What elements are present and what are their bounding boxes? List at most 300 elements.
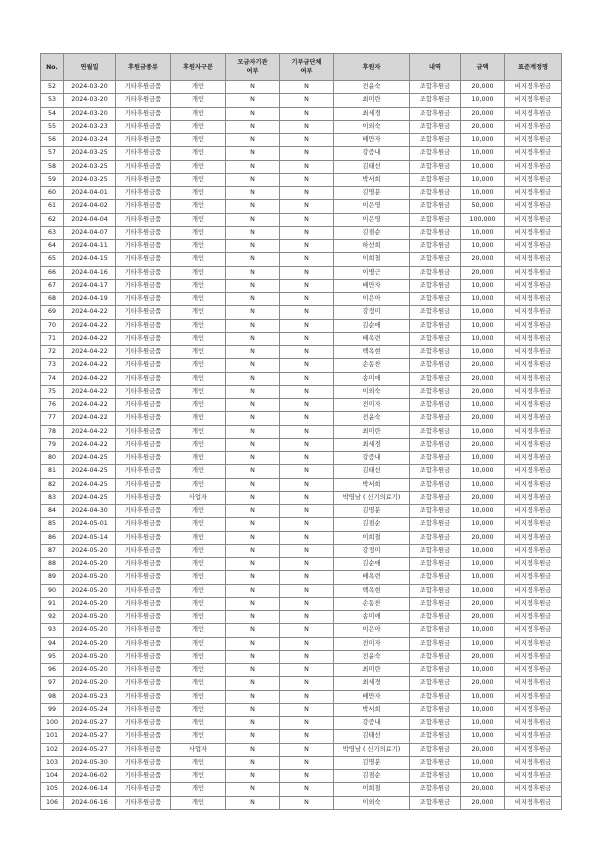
cell-account-name: 비지정후원금: [505, 107, 562, 120]
cell-date: 2024-03-24: [64, 134, 116, 147]
cell-description: 조합후원금: [410, 279, 461, 292]
cell-amount: 10,000: [461, 332, 505, 345]
cell-description: 조합후원금: [410, 491, 461, 504]
cell-donation-org: N: [280, 253, 334, 266]
cell-fundraising-agency: N: [226, 332, 280, 345]
cell-date: 2024-05-20: [64, 611, 116, 624]
cell-no: 101: [41, 730, 64, 743]
cell-fundraising-agency: N: [226, 187, 280, 200]
cell-fundraising-agency: N: [226, 293, 280, 306]
cell-fundraising-agency: N: [226, 173, 280, 186]
cell-amount: 10,000: [461, 319, 505, 332]
cell-donation-type: 기타후원금품: [116, 664, 171, 677]
cell-fundraising-agency: N: [226, 770, 280, 783]
cell-no: 96: [41, 664, 64, 677]
table-row: [41, 558, 562, 571]
cell-donor-category: 개인: [171, 160, 226, 173]
cell-amount: 20,000: [461, 120, 505, 133]
cell-donor-category: 개인: [171, 226, 226, 239]
cell-donor-name: 강증내: [334, 452, 410, 465]
cell-donation-type: 기타후원금품: [116, 770, 171, 783]
cell-donor-category: 개인: [171, 624, 226, 637]
cell-account-name: 비지정후원금: [505, 770, 562, 783]
cell-donation-org: N: [280, 690, 334, 703]
cell-donation-type: 기타후원금품: [116, 571, 171, 584]
cell-donation-org: N: [280, 650, 334, 663]
table-row: [41, 491, 562, 504]
cell-account-name: 비지정후원금: [505, 134, 562, 147]
cell-no: 56: [41, 134, 64, 147]
cell-no: 69: [41, 306, 64, 319]
cell-fundraising-agency: N: [226, 306, 280, 319]
cell-no: 95: [41, 650, 64, 663]
cell-account-name: 비지정후원금: [505, 796, 562, 809]
cell-amount: 20,000: [461, 385, 505, 398]
cell-no: 99: [41, 703, 64, 716]
cell-donation-org: N: [280, 279, 334, 292]
cell-amount: 10,000: [461, 240, 505, 253]
cell-donor-category: 개인: [171, 756, 226, 769]
table-row: [41, 478, 562, 491]
cell-donor-category: 개인: [171, 385, 226, 398]
cell-amount: 10,000: [461, 465, 505, 478]
cell-description: 조합후원금: [410, 518, 461, 531]
cell-description: 조합후원금: [410, 147, 461, 160]
header-donation-org: 기부금단체 여부: [280, 54, 334, 81]
cell-donation-org: N: [280, 240, 334, 253]
cell-donor-name: 배만자: [334, 690, 410, 703]
table-row: [41, 584, 562, 597]
cell-donation-org: N: [280, 677, 334, 690]
cell-donation-type: 기타후원금품: [116, 279, 171, 292]
cell-amount: 20,000: [461, 266, 505, 279]
cell-no: 85: [41, 518, 64, 531]
cell-description: 조합후원금: [410, 425, 461, 438]
cell-fundraising-agency: N: [226, 134, 280, 147]
cell-date: 2024-05-27: [64, 730, 116, 743]
cell-no: 97: [41, 677, 64, 690]
cell-donor-name: 김점순: [334, 770, 410, 783]
table-row: [41, 266, 562, 279]
cell-fundraising-agency: N: [226, 743, 280, 756]
cell-description: 조합후원금: [410, 664, 461, 677]
cell-date: 2024-04-19: [64, 293, 116, 306]
cell-donor-name: 김명분: [334, 505, 410, 518]
cell-donor-category: 개인: [171, 147, 226, 160]
cell-donation-org: N: [280, 637, 334, 650]
cell-no: 83: [41, 491, 64, 504]
cell-fundraising-agency: N: [226, 438, 280, 451]
cell-donation-org: N: [280, 544, 334, 557]
cell-fundraising-agency: N: [226, 412, 280, 425]
cell-donor-category: 개인: [171, 213, 226, 226]
cell-date: 2024-05-20: [64, 558, 116, 571]
cell-date: 2024-04-22: [64, 359, 116, 372]
cell-donation-type: 기타후원금품: [116, 173, 171, 186]
cell-fundraising-agency: N: [226, 624, 280, 637]
cell-account-name: 비지정후원금: [505, 531, 562, 544]
cell-date: 2024-05-20: [64, 584, 116, 597]
cell-donation-org: N: [280, 518, 334, 531]
cell-donor-category: 개인: [171, 173, 226, 186]
cell-donation-type: 기타후원금품: [116, 81, 171, 94]
cell-donation-org: N: [280, 187, 334, 200]
cell-description: 조합후원금: [410, 81, 461, 94]
cell-donation-type: 기타후원금품: [116, 650, 171, 663]
table-row: [41, 756, 562, 769]
cell-account-name: 비지정후원금: [505, 359, 562, 372]
cell-date: 2024-05-20: [64, 624, 116, 637]
cell-fundraising-agency: N: [226, 756, 280, 769]
cell-donor-category: 개인: [171, 770, 226, 783]
cell-donor-name: 이희철: [334, 531, 410, 544]
cell-no: 57: [41, 147, 64, 160]
cell-donor-category: 개인: [171, 452, 226, 465]
cell-donation-type: 기타후원금품: [116, 505, 171, 518]
cell-no: 82: [41, 478, 64, 491]
cell-donation-org: N: [280, 399, 334, 412]
donation-ledger-table: [40, 53, 562, 810]
cell-account-name: 비지정후원금: [505, 690, 562, 703]
cell-donor-name: 강증내: [334, 717, 410, 730]
cell-date: 2024-04-25: [64, 452, 116, 465]
cell-description: 조합후원금: [410, 584, 461, 597]
cell-amount: 10,000: [461, 346, 505, 359]
cell-donation-type: 기타후원금품: [116, 796, 171, 809]
cell-no: 104: [41, 770, 64, 783]
cell-donation-type: 기타후원금품: [116, 611, 171, 624]
cell-donor-category: 개인: [171, 597, 226, 610]
cell-amount: 20,000: [461, 783, 505, 796]
cell-amount: 20,000: [461, 611, 505, 624]
cell-account-name: 비지정후원금: [505, 677, 562, 690]
cell-donation-org: N: [280, 425, 334, 438]
header-donor-name: 후원자: [334, 54, 410, 81]
cell-date: 2024-04-17: [64, 279, 116, 292]
cell-description: 조합후원금: [410, 160, 461, 173]
cell-date: 2024-05-20: [64, 650, 116, 663]
cell-account-name: 비지정후원금: [505, 385, 562, 398]
cell-date: 2024-04-07: [64, 226, 116, 239]
cell-donor-category: 개인: [171, 465, 226, 478]
cell-description: 조합후원금: [410, 120, 461, 133]
cell-no: 71: [41, 332, 64, 345]
table-row: [41, 783, 562, 796]
cell-donation-type: 기타후원금품: [116, 730, 171, 743]
cell-donor-category: 개인: [171, 425, 226, 438]
table-row: [41, 770, 562, 783]
cell-description: 조합후원금: [410, 134, 461, 147]
cell-no: 92: [41, 611, 64, 624]
cell-donation-org: N: [280, 465, 334, 478]
cell-donor-category: 개인: [171, 200, 226, 213]
cell-donation-type: 기타후원금품: [116, 147, 171, 160]
cell-fundraising-agency: N: [226, 478, 280, 491]
table-row: [41, 346, 562, 359]
cell-donation-type: 기타후원금품: [116, 690, 171, 703]
cell-fundraising-agency: N: [226, 120, 280, 133]
cell-description: 조합후원금: [410, 770, 461, 783]
cell-donation-org: N: [280, 584, 334, 597]
cell-account-name: 비지정후원금: [505, 160, 562, 173]
cell-donation-org: N: [280, 319, 334, 332]
cell-description: 조합후원금: [410, 240, 461, 253]
cell-account-name: 비지정후원금: [505, 584, 562, 597]
cell-donation-org: N: [280, 293, 334, 306]
table-row: [41, 279, 562, 292]
cell-donation-type: 기타후원금품: [116, 240, 171, 253]
cell-donor-name: 손동찬: [334, 597, 410, 610]
cell-no: 105: [41, 783, 64, 796]
cell-description: 조합후원금: [410, 412, 461, 425]
cell-description: 조합후원금: [410, 319, 461, 332]
table-row: [41, 306, 562, 319]
cell-description: 조합후원금: [410, 465, 461, 478]
cell-account-name: 비지정후원금: [505, 94, 562, 107]
cell-fundraising-agency: N: [226, 544, 280, 557]
cell-date: 2024-05-01: [64, 518, 116, 531]
cell-account-name: 비지정후원금: [505, 81, 562, 94]
cell-donor-name: 이은아: [334, 293, 410, 306]
table-row: [41, 120, 562, 133]
cell-fundraising-agency: N: [226, 319, 280, 332]
cell-fundraising-agency: N: [226, 147, 280, 160]
cell-donor-name: 배만자: [334, 279, 410, 292]
cell-description: 조합후원금: [410, 173, 461, 186]
cell-account-name: 비지정후원금: [505, 730, 562, 743]
cell-donation-org: N: [280, 306, 334, 319]
cell-donor-category: 개인: [171, 478, 226, 491]
header-fundraising-agency: 모금자기관 여부: [226, 54, 280, 81]
cell-donation-type: 기타후원금품: [116, 332, 171, 345]
cell-donation-type: 기타후원금품: [116, 160, 171, 173]
cell-date: 2024-05-20: [64, 677, 116, 690]
cell-fundraising-agency: N: [226, 518, 280, 531]
cell-amount: 10,000: [461, 173, 505, 186]
cell-date: 2024-03-20: [64, 94, 116, 107]
table-row: [41, 319, 562, 332]
cell-donor-category: 개인: [171, 690, 226, 703]
cell-donation-org: N: [280, 491, 334, 504]
cell-donation-type: 기타후원금품: [116, 399, 171, 412]
cell-amount: 20,000: [461, 107, 505, 120]
table-row: [41, 690, 562, 703]
table-row: [41, 253, 562, 266]
cell-account-name: 비지정후원금: [505, 306, 562, 319]
cell-description: 조합후원금: [410, 478, 461, 491]
cell-donation-type: 기타후원금품: [116, 558, 171, 571]
cell-account-name: 비지정후원금: [505, 425, 562, 438]
cell-account-name: 비지정후원금: [505, 743, 562, 756]
cell-account-name: 비지정후원금: [505, 783, 562, 796]
cell-donor-category: 개인: [171, 571, 226, 584]
cell-description: 조합후원금: [410, 690, 461, 703]
cell-donation-org: N: [280, 531, 334, 544]
cell-date: 2024-05-24: [64, 703, 116, 716]
cell-donor-name: 전미자: [334, 399, 410, 412]
cell-fundraising-agency: N: [226, 359, 280, 372]
cell-donor-category: 개인: [171, 306, 226, 319]
cell-donation-type: 기타후원금품: [116, 478, 171, 491]
cell-donation-org: N: [280, 81, 334, 94]
cell-donor-name: 백옥현: [334, 346, 410, 359]
cell-fundraising-agency: N: [226, 677, 280, 690]
cell-no: 93: [41, 624, 64, 637]
cell-date: 2024-06-16: [64, 796, 116, 809]
cell-no: 100: [41, 717, 64, 730]
cell-donor-category: 개인: [171, 187, 226, 200]
cell-donation-org: N: [280, 266, 334, 279]
table-row: [41, 293, 562, 306]
cell-donor-category: 개인: [171, 253, 226, 266]
cell-date: 2024-04-22: [64, 385, 116, 398]
cell-amount: 10,000: [461, 558, 505, 571]
table-row: [41, 730, 562, 743]
cell-date: 2024-04-01: [64, 187, 116, 200]
cell-donation-org: N: [280, 147, 334, 160]
cell-description: 조합후원금: [410, 677, 461, 690]
table-row: [41, 677, 562, 690]
cell-description: 조합후원금: [410, 293, 461, 306]
cell-donor-name: 백옥현: [334, 584, 410, 597]
cell-no: 64: [41, 240, 64, 253]
cell-fundraising-agency: N: [226, 584, 280, 597]
cell-amount: 20,000: [461, 491, 505, 504]
cell-fundraising-agency: N: [226, 796, 280, 809]
table-row: [41, 611, 562, 624]
cell-donation-org: N: [280, 756, 334, 769]
cell-no: 60: [41, 187, 64, 200]
cell-donation-type: 기타후원금품: [116, 624, 171, 637]
cell-amount: 20,000: [461, 412, 505, 425]
cell-date: 2024-04-22: [64, 425, 116, 438]
cell-description: 조합후원금: [410, 438, 461, 451]
table-row: [41, 664, 562, 677]
cell-donor-category: 개인: [171, 558, 226, 571]
cell-fundraising-agency: N: [226, 664, 280, 677]
cell-no: 63: [41, 226, 64, 239]
cell-account-name: 비지정후원금: [505, 611, 562, 624]
cell-donor-category: 개인: [171, 505, 226, 518]
cell-description: 조합후원금: [410, 756, 461, 769]
cell-donor-name: 김점순: [334, 518, 410, 531]
cell-amount: 20,000: [461, 531, 505, 544]
table-row: [41, 531, 562, 544]
cell-donor-category: 개인: [171, 717, 226, 730]
cell-donor-name: 이은아: [334, 624, 410, 637]
cell-account-name: 비지정후원금: [505, 147, 562, 160]
cell-donor-name: 하선희: [334, 240, 410, 253]
cell-description: 조합후원금: [410, 253, 461, 266]
cell-no: 87: [41, 544, 64, 557]
cell-amount: 10,000: [461, 637, 505, 650]
cell-no: 88: [41, 558, 64, 571]
cell-donor-category: 사업자: [171, 491, 226, 504]
cell-donor-category: 개인: [171, 240, 226, 253]
cell-amount: 20,000: [461, 796, 505, 809]
cell-no: 74: [41, 372, 64, 385]
cell-amount: 10,000: [461, 544, 505, 557]
cell-amount: 20,000: [461, 597, 505, 610]
cell-donor-category: 개인: [171, 266, 226, 279]
cell-donor-category: 개인: [171, 319, 226, 332]
cell-amount: 10,000: [461, 717, 505, 730]
cell-account-name: 비지정후원금: [505, 240, 562, 253]
cell-date: 2024-04-22: [64, 438, 116, 451]
cell-date: 2024-05-14: [64, 531, 116, 544]
cell-account-name: 비지정후원금: [505, 173, 562, 186]
cell-account-name: 비지정후원금: [505, 624, 562, 637]
cell-donation-type: 기타후원금품: [116, 637, 171, 650]
cell-donation-type: 기타후원금품: [116, 717, 171, 730]
cell-amount: 10,000: [461, 425, 505, 438]
cell-donor-category: 개인: [171, 796, 226, 809]
cell-donor-name: 배옥련: [334, 332, 410, 345]
cell-donation-org: N: [280, 412, 334, 425]
table-row: [41, 412, 562, 425]
cell-date: 2024-04-04: [64, 213, 116, 226]
cell-donation-type: 기타후원금품: [116, 134, 171, 147]
cell-date: 2024-05-20: [64, 664, 116, 677]
cell-no: 68: [41, 293, 64, 306]
cell-amount: 50,000: [461, 200, 505, 213]
cell-fundraising-agency: N: [226, 346, 280, 359]
cell-fundraising-agency: N: [226, 160, 280, 173]
cell-no: 54: [41, 107, 64, 120]
cell-description: 조합후원금: [410, 187, 461, 200]
cell-donation-org: N: [280, 703, 334, 716]
cell-account-name: 비지정후원금: [505, 346, 562, 359]
cell-date: 2024-04-22: [64, 372, 116, 385]
cell-account-name: 비지정후원금: [505, 253, 562, 266]
cell-account-name: 비지정후원금: [505, 703, 562, 716]
cell-amount: 100,000: [461, 213, 505, 226]
cell-amount: 20,000: [461, 253, 505, 266]
table-row: [41, 597, 562, 610]
cell-donor-name: 박서희: [334, 703, 410, 716]
cell-account-name: 비지정후원금: [505, 452, 562, 465]
cell-donor-category: 개인: [171, 637, 226, 650]
table-row: [41, 94, 562, 107]
cell-amount: 10,000: [461, 452, 505, 465]
cell-description: 조합후원금: [410, 717, 461, 730]
cell-donor-category: 개인: [171, 81, 226, 94]
cell-donation-type: 기타후원금품: [116, 783, 171, 796]
cell-donation-org: N: [280, 796, 334, 809]
cell-date: 2024-06-02: [64, 770, 116, 783]
cell-account-name: 비지정후원금: [505, 319, 562, 332]
cell-donor-name: 최미란: [334, 664, 410, 677]
cell-amount: 10,000: [461, 770, 505, 783]
table-row: [41, 134, 562, 147]
cell-donation-org: N: [280, 213, 334, 226]
cell-description: 조합후원금: [410, 531, 461, 544]
cell-account-name: 비지정후원금: [505, 478, 562, 491]
cell-amount: 10,000: [461, 399, 505, 412]
cell-description: 조합후원금: [410, 611, 461, 624]
header-description: 내역: [410, 54, 461, 81]
cell-description: 조합후원금: [410, 266, 461, 279]
cell-date: 2024-03-25: [64, 147, 116, 160]
cell-no: 78: [41, 425, 64, 438]
cell-description: 조합후원금: [410, 94, 461, 107]
cell-account-name: 비지정후원금: [505, 650, 562, 663]
cell-amount: 10,000: [461, 730, 505, 743]
cell-date: 2024-04-11: [64, 240, 116, 253]
header-amount: 금액: [461, 54, 505, 81]
cell-no: 102: [41, 743, 64, 756]
cell-donor-category: 개인: [171, 650, 226, 663]
